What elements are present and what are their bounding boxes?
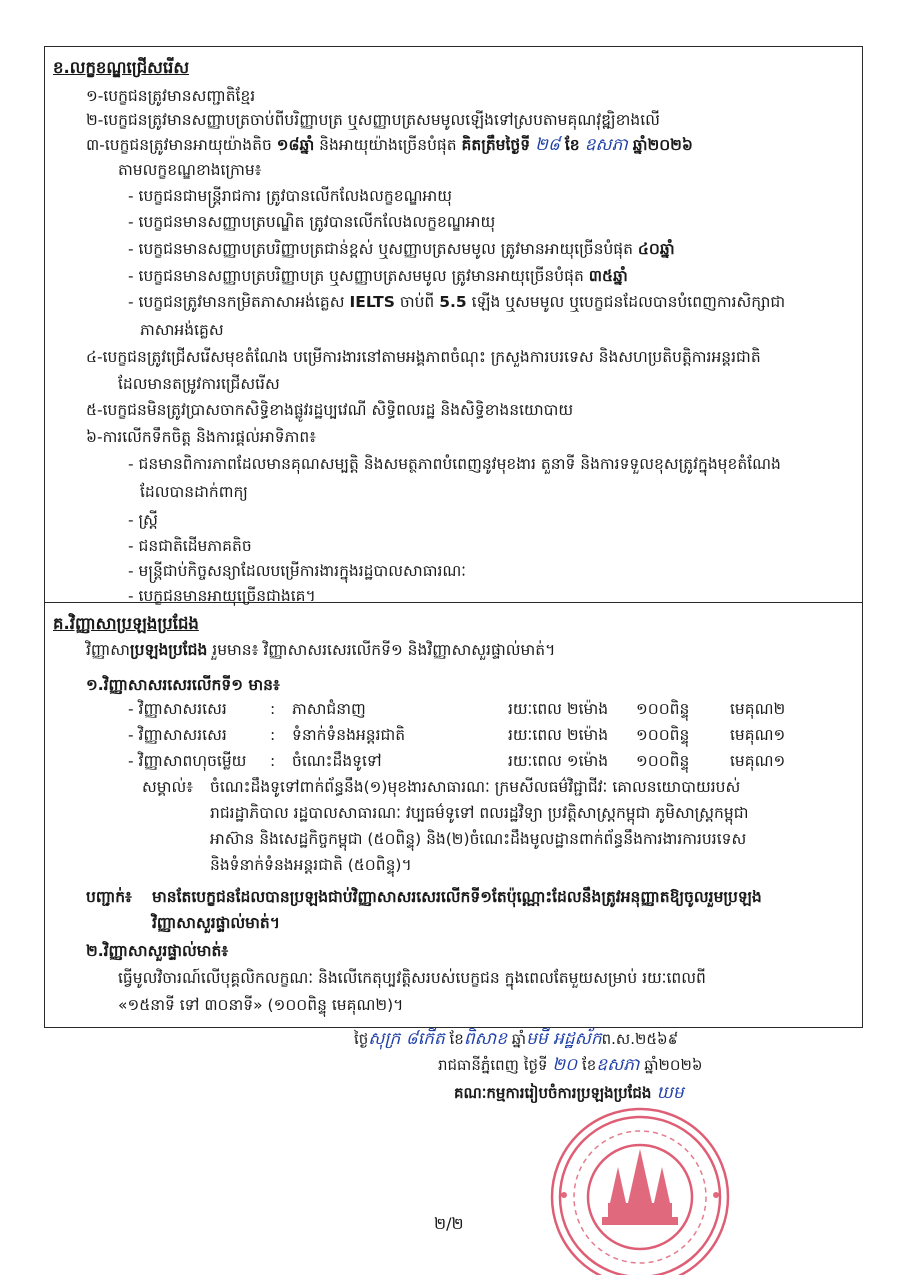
lunar-day-label: ថ្ងៃ — [354, 1030, 369, 1048]
note-line-3: អាស៊ាន និងសេដ្ឋកិច្ចកម្ពុជា (៥០ពិន្ទុ) និង(២)ចំណេះដឹងមូលដ្ឋានពាក់ព័ន្ធនឹងការងារការបរទេស — [210, 830, 747, 848]
exam-intro-pre: វិញ្ញាសា — [86, 641, 130, 659]
handwritten-month: ឧសភា — [584, 135, 628, 155]
age-rule-3-text: - បេក្ខជនមានសញ្ញាបត្របរិញ្ញាបត្រជាន់ខ្ពស់ ឬសញ្ញាបត្រសមមូល ត្រូវមានអាយុច្រើនបំផុត — [128, 240, 633, 258]
written-subject: ភាសាជំនាញ — [292, 700, 366, 718]
written-sep: : — [270, 752, 276, 770]
criteria-item-6: ៦-ការលើកទឹកចិត្ត និងការផ្ដល់អាទិភាព៖ — [86, 428, 317, 446]
section-b-heading: ខ.លក្ខខណ្ឌជ្រើសរើស — [53, 58, 190, 77]
issue-date — [438, 1053, 702, 1077]
handwritten-lunar-year: មមី អដ្ឋស័ក — [526, 1029, 602, 1049]
written-subject: ចំណេះដឹងទូទៅ — [292, 752, 382, 770]
handwritten-lunar-month: ពិសាខ — [463, 1029, 508, 1049]
section-c-heading: គ.វិញ្ញាសាប្រឡងប្រជែង — [53, 614, 199, 633]
lunar-date — [354, 1027, 678, 1051]
official-seal-stamp — [540, 1105, 740, 1275]
month-label: ខែ — [564, 136, 580, 154]
remark-line-1: មានតែបេក្ខជនដែលបានប្រឡងជាប់វិញ្ញាសាសរសេរលើកទី១តែប៉ុណ្ណោះដែលនឹងត្រូវអនុញ្ញាតឱ្យចូលរួមប្រឡង — [152, 888, 762, 906]
written-type: - វិញ្ញាសាពហុចម្លើយ — [128, 752, 247, 770]
oral-heading: ២.វិញ្ញាសាសួរផ្ទាល់មាត់៖ — [86, 942, 229, 960]
buddhist-era: ព.ស.២៥៦៩ — [601, 1030, 679, 1048]
exam-intro-bold: ប្រឡងប្រជែង — [129, 641, 208, 659]
written-sep: : — [270, 726, 276, 744]
handwritten-lunar-day: សុក្រ ៨កើត — [368, 1029, 445, 1049]
lunar-year-label: ឆ្នាំ — [511, 1030, 527, 1048]
written-heading: ១.វិញ្ញាសាសរសេរលើកទី១ មាន៖ — [86, 676, 280, 694]
written-type: - វិញ្ញាសាសរសេរ — [128, 726, 227, 744]
handwritten-issue-month: ឧសភា — [596, 1055, 640, 1075]
age-rule-4-limit: ៣៥ឆ្នាំ — [588, 267, 628, 285]
criteria-item-3-mid: និងអាយុយ៉ាងច្រើនបំផុត — [319, 136, 457, 154]
issue-month-label: ខែ — [581, 1056, 597, 1074]
priority-item-1: - ជនមានពិការភាពដែលមានគុណសម្បត្តិ និងសមត្ថភាពបំពេញនូវមុខងារ តួនាទី និងការទទួលខុសត្រូវក្នុងមុខតំណែង — [128, 455, 781, 473]
issue-date-prefix: រាជធានីភ្នំពេញ ថ្ងៃទី — [438, 1056, 548, 1074]
note-line-2: រាជរដ្ឋាភិបាល រដ្ឋបាលសាធារណៈ វប្បធម៌ទូទៅ ពលរដ្ឋវិទ្យា ប្រវត្តិសាស្ត្រកម្ពុជា ភូមិសាស្ត្រកម្ពុជា — [210, 804, 749, 822]
criteria-item-3 — [86, 133, 693, 157]
age-rule-5-mid: ចាប់ពី — [399, 293, 435, 311]
remark-line-2: វិញ្ញាសាសួរផ្ទាល់មាត់។ — [152, 914, 280, 932]
ielts-score: 5.5 — [439, 293, 467, 311]
year-label: ឆ្នាំ២០២៦ — [632, 136, 693, 154]
written-type: - វិញ្ញាសាសរសេរ — [128, 700, 227, 718]
lunar-month-label: ខែ — [449, 1030, 464, 1048]
priority-item-3: - ជនជាតិដើមភាគតិច — [128, 537, 252, 555]
criteria-item-5: ៥-បេក្ខជនមិនត្រូវប្រាសចាកសិទ្ធិខាងផ្លូវរដ្ឋប្បវេណី សិទ្ធិពលរដ្ឋ និងសិទ្ធិខាងនយោបាយ — [86, 401, 574, 419]
priority-item-2: - ស្ត្រី — [128, 511, 158, 529]
age-rule-5-post: ឡើង ឬសមមូល ឬបេក្ខជនដែលបានបំពេញការសិក្សាជា — [471, 293, 786, 311]
priority-item-1-cont: ដែលបានដាក់ពាក្យ — [140, 483, 248, 501]
age-rule-3 — [128, 237, 675, 261]
criteria-item-2: ២-បេក្ខជនត្រូវមានសញ្ញាបត្រចាប់ពីបរិញ្ញាបត្រ ឬសញ្ញាបត្រសមមូលឡើងទៅស្របតាមគុណវុឌ្ឍិខាងលើ — [86, 111, 660, 129]
written-score: ១០០ពិន្ទុ — [636, 752, 690, 770]
handwritten-day: ២៨ — [535, 135, 560, 155]
committee-name — [454, 1081, 684, 1105]
written-duration: រយៈពេល ២ម៉ោង — [508, 726, 609, 744]
oral-line-1: ធ្វើមូលវិចារណ៍លើបុគ្គលិកលក្ខណៈ និងលើកេតុប្បវត្តិសរបស់បេក្ខជន ក្នុងពេលតែមួយសម្រាប់ រយៈពេលពី — [118, 969, 706, 987]
written-subject: ទំនាក់ទំនងអន្តរជាតិ — [292, 726, 406, 744]
note-label: សម្គាល់៖ — [142, 778, 194, 796]
written-sep: : — [270, 700, 276, 718]
age-rule-1: - បេក្ខជនជាមន្ត្រីរាជការ ត្រូវបានលើកលែងលក្ខខណ្ឌអាយុ — [128, 187, 453, 205]
criteria-item-3-cont: តាមលក្ខខណ្ឌខាងក្រោម៖ — [118, 161, 262, 179]
criteria-item-3-text: ៣-បេក្ខជនត្រូវមានអាយុយ៉ាងតិច — [86, 136, 272, 154]
written-duration: រយៈពេល ២ម៉ោង — [508, 700, 609, 718]
written-score: ១០០ពិន្ទុ — [636, 700, 690, 718]
remark-label: បញ្ជាក់៖ — [86, 888, 132, 906]
age-rule-3-limit: ៤០ឆ្នាំ — [637, 240, 675, 258]
signature-mark: ឃម — [656, 1083, 684, 1103]
written-coef: មេគុណ២ — [730, 700, 786, 718]
priority-item-4: - មន្ត្រីជាប់កិច្ចសន្យាដែលបម្រើការងារក្នុងរដ្ឋបាលសាធារណៈ — [128, 562, 467, 580]
written-coef: មេគុណ១ — [730, 752, 786, 770]
age-rule-5-cont: ភាសាអង់គ្លេស — [140, 321, 224, 339]
handwritten-issue-day: ២០ — [552, 1055, 578, 1075]
note-line-4: និងទំនាក់ទំនងអន្តរជាតិ (៥០ពិន្ទុ)។ — [210, 856, 412, 874]
criteria-item-4-cont: ដែលមានតម្រូវការជ្រើសរើស — [118, 375, 280, 393]
criteria-item-4: ៤-បេក្ខជនត្រូវជ្រើសរើសមុខតំណែង បម្រើការងារនៅតាមអង្គភាពចំណុះ ក្រសួងការបរទេស និងសហប្រតិបត្តិការអន្តរជាតិ — [86, 348, 761, 366]
ielts-label: IELTS — [349, 293, 395, 311]
priority-item-5: - បេក្ខជនមានអាយុច្រើនជាងគេ។ — [128, 587, 316, 605]
written-coef: មេគុណ១ — [730, 726, 786, 744]
as-of-label: គិតត្រឹមថ្ងៃទី — [461, 136, 531, 154]
age-rule-4 — [128, 264, 628, 288]
exam-intro — [86, 638, 555, 662]
oral-line-2: «១៥នាទី ទៅ ៣០នាទី» (១០០ពិន្ទុ មេគុណ២)។ — [118, 996, 404, 1014]
criteria-item-1: ១-បេក្ខជនត្រូវមានសញ្ជាតិខ្មែរ — [86, 87, 256, 105]
age-rule-2: - បេក្ខជនមានសញ្ញាបត្របណ្ឌិត ត្រូវបានលើកលែងលក្ខខណ្ឌអាយុ — [128, 213, 496, 231]
min-age: ១៨ឆ្នាំ — [276, 136, 315, 154]
committee-label: គណៈកម្មការរៀបចំការប្រឡងប្រជែង — [454, 1084, 652, 1102]
exam-intro-post: រួមមាន៖ វិញ្ញាសាសរសេរលើកទី១ និងវិញ្ញាសាសួរផ្ទាល់មាត់។ — [212, 641, 556, 659]
written-duration: រយៈពេល ១ម៉ោង — [508, 752, 609, 770]
issue-year: ឆ្នាំ២០២៦ — [644, 1056, 703, 1074]
angkor-temple-icon — [602, 1149, 678, 1225]
written-score: ១០០ពិន្ទុ — [636, 726, 690, 744]
age-rule-4-text: - បេក្ខជនមានសញ្ញាបត្របរិញ្ញាបត្រ ឬសញ្ញាបត្រសមមូល ត្រូវមានអាយុច្រើនបំផុត — [128, 267, 584, 285]
note-line-1: ចំណេះដឹងទូទៅពាក់ព័ន្ធនឹង(១)មុខងារសាធារណៈ ក្រមសីលធម៌វិជ្ជាជីវៈ គោលនយោបាយរបស់ — [210, 778, 741, 796]
page-number: ២/២ — [434, 1214, 464, 1233]
age-rule-5 — [128, 290, 785, 314]
age-rule-5-text: - បេក្ខជនត្រូវមានកម្រិតភាសាអង់គ្លេស — [128, 293, 345, 311]
